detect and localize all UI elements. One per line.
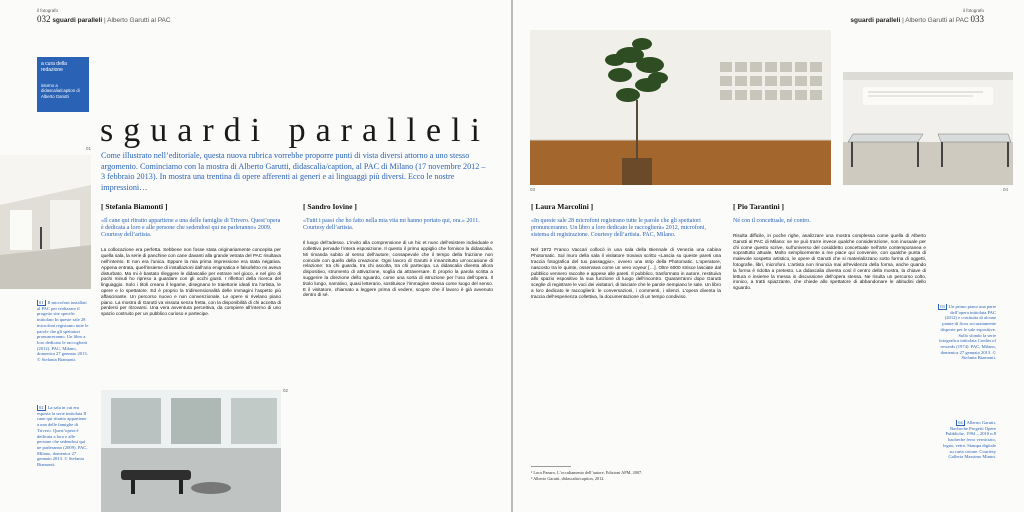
right-page xyxy=(513,0,1024,512)
section-subtitle: | Alberto Garutti al PAC xyxy=(902,17,969,24)
running-header-right xyxy=(850,7,984,25)
intro-text: Come illustrato nell’editoriale, questa nuova rubrica vorrebbe proporre punti di vista diversi attorno a uno stesso argomento. Cominciamo con la mostra di Alberto Garutti, didascalia/caption, al PAC di Milano (17 novembre 2012 – 3 febbraio 2013). In mostra una trentina di opere afferenti ai generi e ai linguaggi più diversi. Ecco le nostre impressioni… xyxy=(101,151,486,192)
column-quote: «Tutti i passi che ho fatto nella mia vita mi hanno portato qui, ora.» 2011. Courtesy dell’artista. xyxy=(303,217,480,231)
editor-box xyxy=(37,57,89,112)
column-heading: [ Sandro Iovine ] xyxy=(303,204,357,211)
caption-text: La sala in cui era esposta la serie intitolata Il cane qui ritratto appartiene a una delle famiglie di Trivero. Quest’opera è dedicata a loro e alle persone che sedendosi qui ne parleranno (2009). PAC, Milano, domenica 27 gennaio 2013. © Stefania Biamonti. xyxy=(37,405,88,468)
photo-number-04: 04 xyxy=(1003,187,1009,192)
photo-number-03: 03 xyxy=(530,187,536,192)
caption-number: 02 xyxy=(39,405,44,410)
caption-number: 04 xyxy=(958,420,963,425)
caption-text: Il microfoni installati al PAC per realizzare il progetto site specific intitolato In queste sale 28 microfoni registrano tutte le parole che gli spettatori pronunceranno. Un libro a loro dedicato le raccoglierà (2012). PAC, Milano, domenica 27 gennaio 2013. © Stefania Biamonti. xyxy=(37,300,89,363)
editor-box-line1: a cura della redazione xyxy=(41,61,67,73)
footnote-rule xyxy=(531,466,571,467)
photo-number-01: 01 xyxy=(86,146,92,151)
page-number: 032 xyxy=(37,14,51,24)
caption-03 xyxy=(938,304,996,414)
footnote-1: ¹ Luca Panaro, L’occultamento dell’autore, Edizioni APM, 2007. xyxy=(531,470,643,475)
magazine-name: il fotografo xyxy=(37,8,59,13)
magazine-name: il fotografo xyxy=(962,8,984,13)
section-title: sguardi paralleli xyxy=(52,17,103,24)
page-title: sguardi paralleli xyxy=(100,112,490,149)
column-body: Risulta difficile, in poche righe, analizzare una mostra complessa come quella di Alberto Garutti al PAC di Milano: se ne può trarre invece qualche considerazione, non inusuale per chi come questo scrive, sull’universo del cosiddetto concettuale nell’arte contemporanea e soprattutto attuale. Molto semplicemente a me piace qui convenire, con qualche punta di malevole sospetto artistico, le opere di Garutti che si materializzano sotto forma di oggetti, fotografie, libri, microfoni. L’artista non rinuncia mai all’evidenza della forma, anche quando la forma è ridotta a pretesto. La didascalia diventa così il centro della mostra, la chiave di lettura e insieme la messa in discussione dell’opera stessa. Ne risulta un percorso colto, ironico, a tratti spiazzante, che chiede allo spettatore di abbandonare le abitudini dello sguardo. xyxy=(733,233,926,291)
column-quote: «In queste sale 28 microfoni registrano tutte le parole che gli spettatori pronunceranno. Un libro a loro dedicato le raccoglierà» 2012, microfoni, sistema di registrazione. Courtesy dell’artista. PAC, Milano. xyxy=(531,217,706,239)
column-quote: Né con il concettuale, né contro. xyxy=(733,217,811,224)
column-body: Nel 1972 Franco Vaccari collocò in una sala della Biennale di Venezia una cabina Photomatic. Sul muro della sala il visitatore trovava scritto «Lascia su queste pareti una traccia fotografica del tuo passaggio», ovvero una strip della Photomatic. L’operatore, nascosto tra le quinte, osservava come un vero voyeur […]. Oltre 6000 strisce lasciate dal pubblico vennero raccolte e appese alle pareti. Il pubblico, trasformato in autore, restituiva allo spazio espositivo la sua funzione di luogo dell’incontro. Quarant’anni dopo Garutti sceglie di registrare le voci dei visitatori, di lasciare che le parole riempiano le sale. Un libro a loro dedicato le raccoglierà: le conversazioni, i commenti, i silenzi. L’opera diventa la traccia dell’esperienza collettiva, la documentazione di un tempo condiviso. xyxy=(531,247,721,299)
section-subtitle: | Alberto Garutti al PAC xyxy=(103,17,171,24)
footnote-2: ² Alberto Garutti, didascalia/caption, 2012. xyxy=(531,475,605,481)
column-heading: [ Stefania Biamonti ] xyxy=(101,204,168,211)
column-sandro-iovine xyxy=(303,204,493,504)
gallery-photo-04 xyxy=(843,72,1013,185)
gallery-photo-03 xyxy=(530,30,831,185)
caption-text: Un primo piano una parte dell’opera intitolata PAC (2012) e costituita di alcune piante di ficus accuratamente disposte per le sale espositive. Sullo sfondo la serie fotografica intitolata Credits of rewards (1974). PAC, Milano, domenica 27 gennaio 2013. © Stefania Biamonti. xyxy=(938,304,996,361)
page-number: 033 xyxy=(970,14,984,24)
photo-number-02: 02 xyxy=(283,388,289,393)
editor-box-line2: intorno a didascalia/caption di Alberto Garutti xyxy=(41,83,80,99)
caption-04 xyxy=(938,420,996,510)
caption-02 xyxy=(37,405,89,505)
left-page xyxy=(0,0,511,512)
gallery-photo-02 xyxy=(101,390,281,512)
footnotes xyxy=(531,470,721,481)
column-laura-marcolini xyxy=(531,204,721,462)
caption-number: 03 xyxy=(940,304,945,309)
running-header-left xyxy=(37,7,171,25)
caption-01 xyxy=(37,300,89,400)
column-body: Il luogo dell’adesso. L’invito alla comprensione di un hic et nunc dell’esistere individuale e collettivo pervade l’intera esposizione. Il questo il primo appiglio che fornisce la didascalia. Mi rimanda subito al senso dell’autore, consapevole che il tempo della fruizione non coincide con quello della creazione. Ogni lavoro di Garutti è innanzitutto un’occasione di relazione: tra chi guarda, tra chi ascolta, tra chi partecipa. La didascalia diventa allora dispositivo, strumento di attivazione, soglia da attraversare. È proprio la parola scritta a suggerire la direzione dello sguardo, come una sorta di istruzione per l’uso dell’opera. Il titolo lungo, narrativo, quasi letterario, sostituisce l’immagine stessa come luogo del senso. E il visitatore, chiamato a leggere prima di vedere, scopre che il lavoro è già avvenuto dentro di sé. xyxy=(303,240,493,298)
caption-number: 01 xyxy=(39,300,44,305)
column-heading: [ Laura Marcolini ] xyxy=(531,204,594,211)
caption-text: Alberto Garutti, Bacheche Progetti Opere Pubbliche, 1994 – 2010 n.8 bacheche ferro verniciato, legno, vetro. Stampa digitale su carta cotone. Courtesy Galleria Massimo Minini. xyxy=(943,420,996,460)
column-stefania-biamonti xyxy=(101,204,281,382)
column-heading: [ Pio Tarantini ] xyxy=(733,204,785,211)
column-body: La collocazione era perfetta. Sebbene non fosse stata originariamente concepita per quella sala, la serie di panchine con cane davanti alla grande vetrata del PAC risultava nell’intento. E non era l’unica. Eppure la mia prima impressione era stata negativa. Appena entrata, quell’insieme di installazioni dall’aria enigmatica e falsofeltro mi aveva disturbato. Ma mi è bastato rileggere le didascalie per entrare nel gioco, e nel giro di pochi minuti ho ripreso a guardare con gli occhi giusti. I riflettori della ricerca del linguaggio. Solo i titoli creano il legame, disegnano le traiettorie ideali tra l’artista, le opere e lo spettatore. Ed è proprio la tridimensionalità delle immagini l’aspetto più affascinante. Un percorso nuovo e non convenzionale. Le opere si rivelano piano piano. La mostra di Garutti va vissuta senza fretta, con la disponibilità di chi accetta di perdersi per ritrovarsi. Una vera avventura percettiva, da compiere all’interno di uno spazio costruito per un pubblico curioso e partecipe. xyxy=(101,247,281,317)
section-title: sguardi paralleli xyxy=(850,17,901,24)
column-pio-tarantini xyxy=(733,204,926,504)
gallery-photo-01 xyxy=(0,155,91,289)
column-quote: «Il cane qui ritratto appartiene a una delle famiglie di Trivero. Quest’opera è dedicata a loro e alle persone che sedendosi qui ne parleranno» 2009. Courtesy dell’artista. xyxy=(101,217,281,239)
